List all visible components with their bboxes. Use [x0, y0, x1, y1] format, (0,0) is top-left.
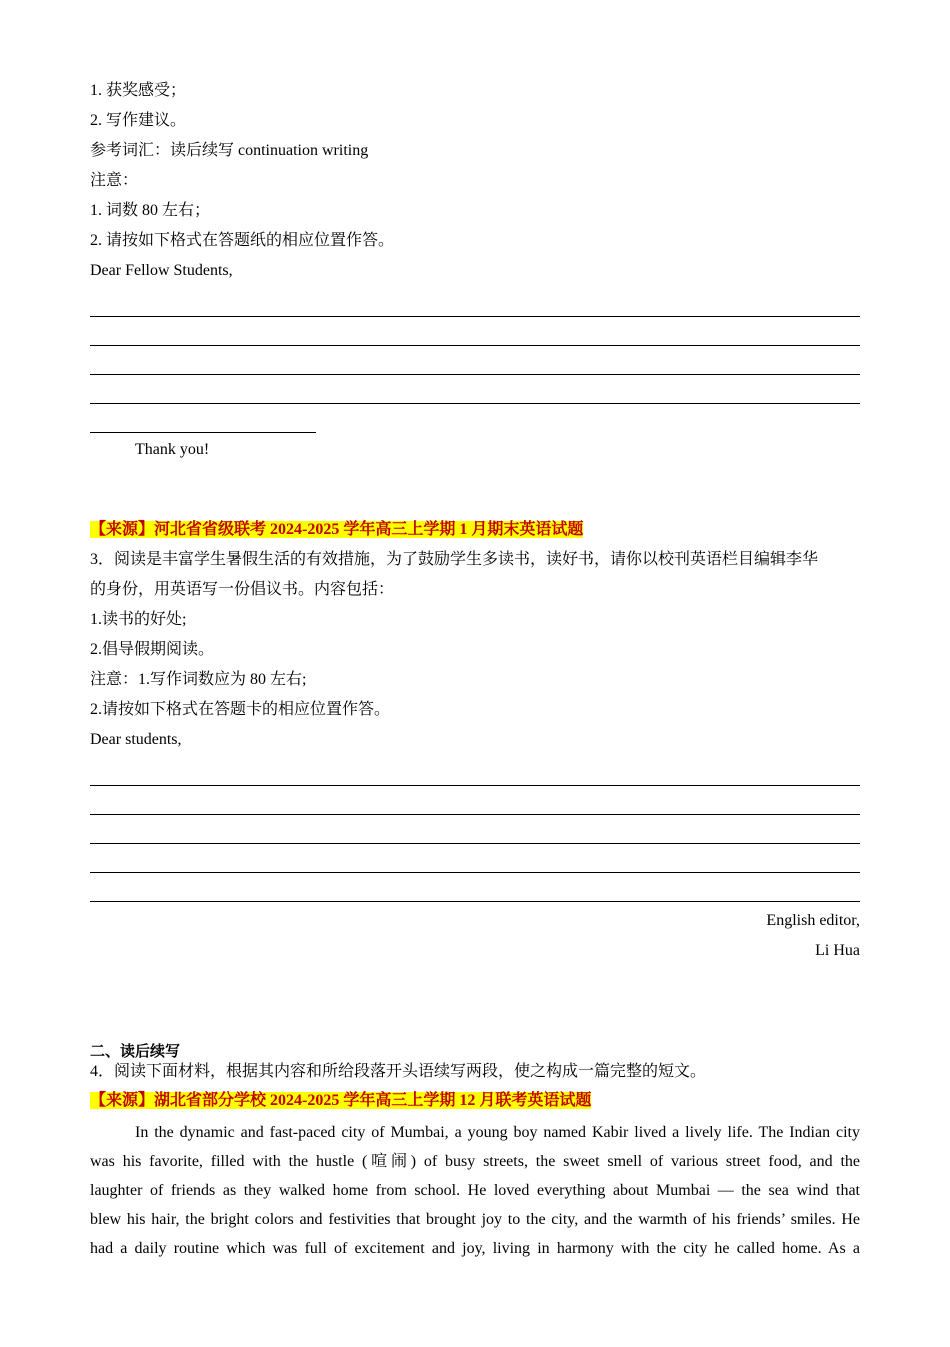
requirement-line: 2.倡导假期阅读。: [90, 641, 215, 658]
section-heading: 二、读后续写: [90, 1042, 181, 1060]
requirement-line: 1. 获奖感受；: [90, 82, 187, 99]
passage-line: had a daily routine which was full of excitement and joy, living in harmony with the city he called home. As a: [90, 1240, 860, 1257]
question-prompt: 3．阅读是丰富学生暑假生活的有效措施，为了鼓励学生多读书，读好书，请你以校刊英语栏目编辑李华: [90, 551, 819, 568]
question-prompt: 的身份，用英语写一份倡议书。内容包括：: [90, 581, 395, 598]
document-page: [90, 78, 860, 1263]
source-label: 【来源】河北省省级联考 2024-2025 学年高三上学期 1 月期末英语试题: [90, 521, 584, 538]
answer-lines: [90, 288, 860, 433]
note-line: 注意：1.写作词数应为 80 左右;: [90, 671, 307, 688]
letter-salutation: Dear Fellow Students,: [90, 262, 233, 279]
question-prompt: 4．阅读下面材料，根据其内容和所给段落开头语续写两段，使之构成一篇完整的短文。: [90, 1063, 707, 1080]
answer-line: [90, 786, 860, 815]
answer-line: [90, 873, 860, 902]
requirement-line: 1.读书的好处;: [90, 611, 187, 628]
requirement-line: 2. 写作建议。: [90, 112, 187, 129]
note-line: 1. 词数 80 左右；: [90, 202, 211, 219]
answer-lines: [90, 757, 860, 902]
letter-closing: Thank you!: [135, 441, 210, 458]
vocabulary-hint: 参考词汇：读后续写 continuation writing: [90, 142, 369, 159]
passage-line: blew his hair, the bright colors and festivities that brought joy to the city, and the warmth of his friends’ smiles. He: [90, 1211, 860, 1228]
answer-line: [90, 404, 316, 433]
answer-line: [90, 757, 860, 786]
passage-line: In the dynamic and fast-paced city of Mumbai, a young boy named Kabir lived a lively life. The Indian city: [135, 1124, 860, 1141]
source-label: 【来源】湖北省部分学校 2024-2025 学年高三上学期 12 月联考英语试题: [90, 1092, 592, 1109]
answer-line: [90, 288, 860, 317]
reading-passage: [90, 1118, 860, 1263]
note-line: 2.请按如下格式在答题卡的相应位置作答。: [90, 701, 391, 718]
passage-line: was his favorite, filled with the hustle (喧闹) of busy streets, the sweet smell of various street food, and the: [90, 1153, 860, 1170]
answer-line: [90, 844, 860, 873]
note-line: 2. 请按如下格式在答题纸的相应位置作答。: [90, 232, 395, 249]
answer-line: [90, 317, 860, 346]
note-label: 注意：: [90, 172, 139, 189]
signature-title: English editor,: [766, 912, 860, 929]
section-3: [90, 1040, 860, 1263]
section-1: [90, 78, 860, 467]
answer-line: [90, 375, 860, 404]
passage-line: laughter of friends as they walked home from school. He loved everything about Mumbai — the sea wind that: [90, 1182, 860, 1199]
signature-name: Li Hua: [815, 942, 860, 959]
answer-line: [90, 346, 860, 375]
letter-salutation: Dear students,: [90, 731, 182, 748]
answer-line: [90, 815, 860, 844]
section-2: [90, 517, 860, 968]
